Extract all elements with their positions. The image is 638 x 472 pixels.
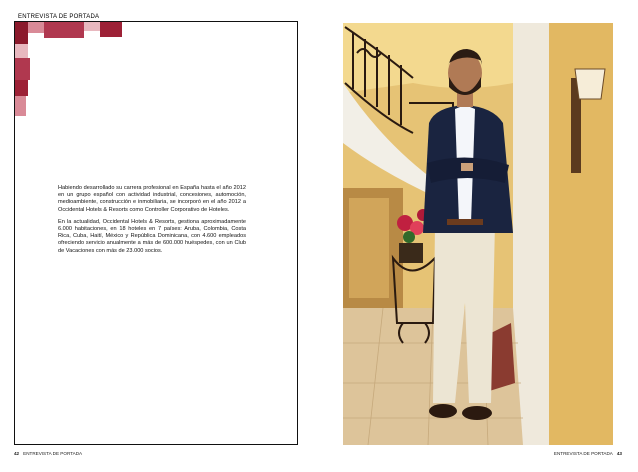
footer-right-label: ENTREVISTA DE PORTADA — [553, 451, 613, 456]
page-number-right: 43 — [616, 451, 622, 456]
page-number-left: 42 — [14, 451, 20, 456]
mosaic-square — [100, 22, 122, 37]
mosaic-square — [84, 22, 100, 31]
mosaic-square — [44, 22, 84, 38]
mosaic-square — [15, 58, 30, 80]
section-label: ENTREVISTA DE PORTADA — [18, 14, 100, 20]
upper-wall-light — [343, 23, 513, 93]
mosaic-square — [15, 80, 28, 96]
door-panel — [349, 198, 389, 298]
cover-portrait-photo — [343, 23, 613, 445]
mosaic-square — [15, 96, 26, 116]
mosaic-square — [15, 22, 28, 44]
mosaic-square — [28, 22, 44, 33]
article-body — [58, 185, 246, 260]
stone-column — [513, 23, 551, 445]
footer-left — [14, 451, 82, 456]
footer-right — [554, 451, 622, 456]
article-paragraph: Habiendo desarrollado su carrera profesional en España hasta el año 2012 en un grupo español con actividad industrial, concesiones, automoción, medioambiente, construcción e inmobiliaria, se incorporó en el año 2012 a Occidental Hotels & Resorts como Controller Corporativo de Hoteles. — [58, 185, 246, 213]
mosaic-square — [15, 44, 28, 58]
footer-left-label: ENTREVISTA DE PORTADA — [23, 451, 83, 456]
portrait-illustration — [343, 23, 613, 445]
article-paragraph: En la actualidad, Occidental Hotels & Resorts, gestiona aproximadamente 6.000 habitaciones, en 18 hoteles en 7 países: Aruba, Colombia, Costa Rica, Cuba, Haití, México y República Dominicana, con 4.600 empleados ofreciendo servicio anualmente a más de 600.000 huéspedes, con un Club de Vacaciones con más de 23.000 socios. — [58, 218, 246, 254]
